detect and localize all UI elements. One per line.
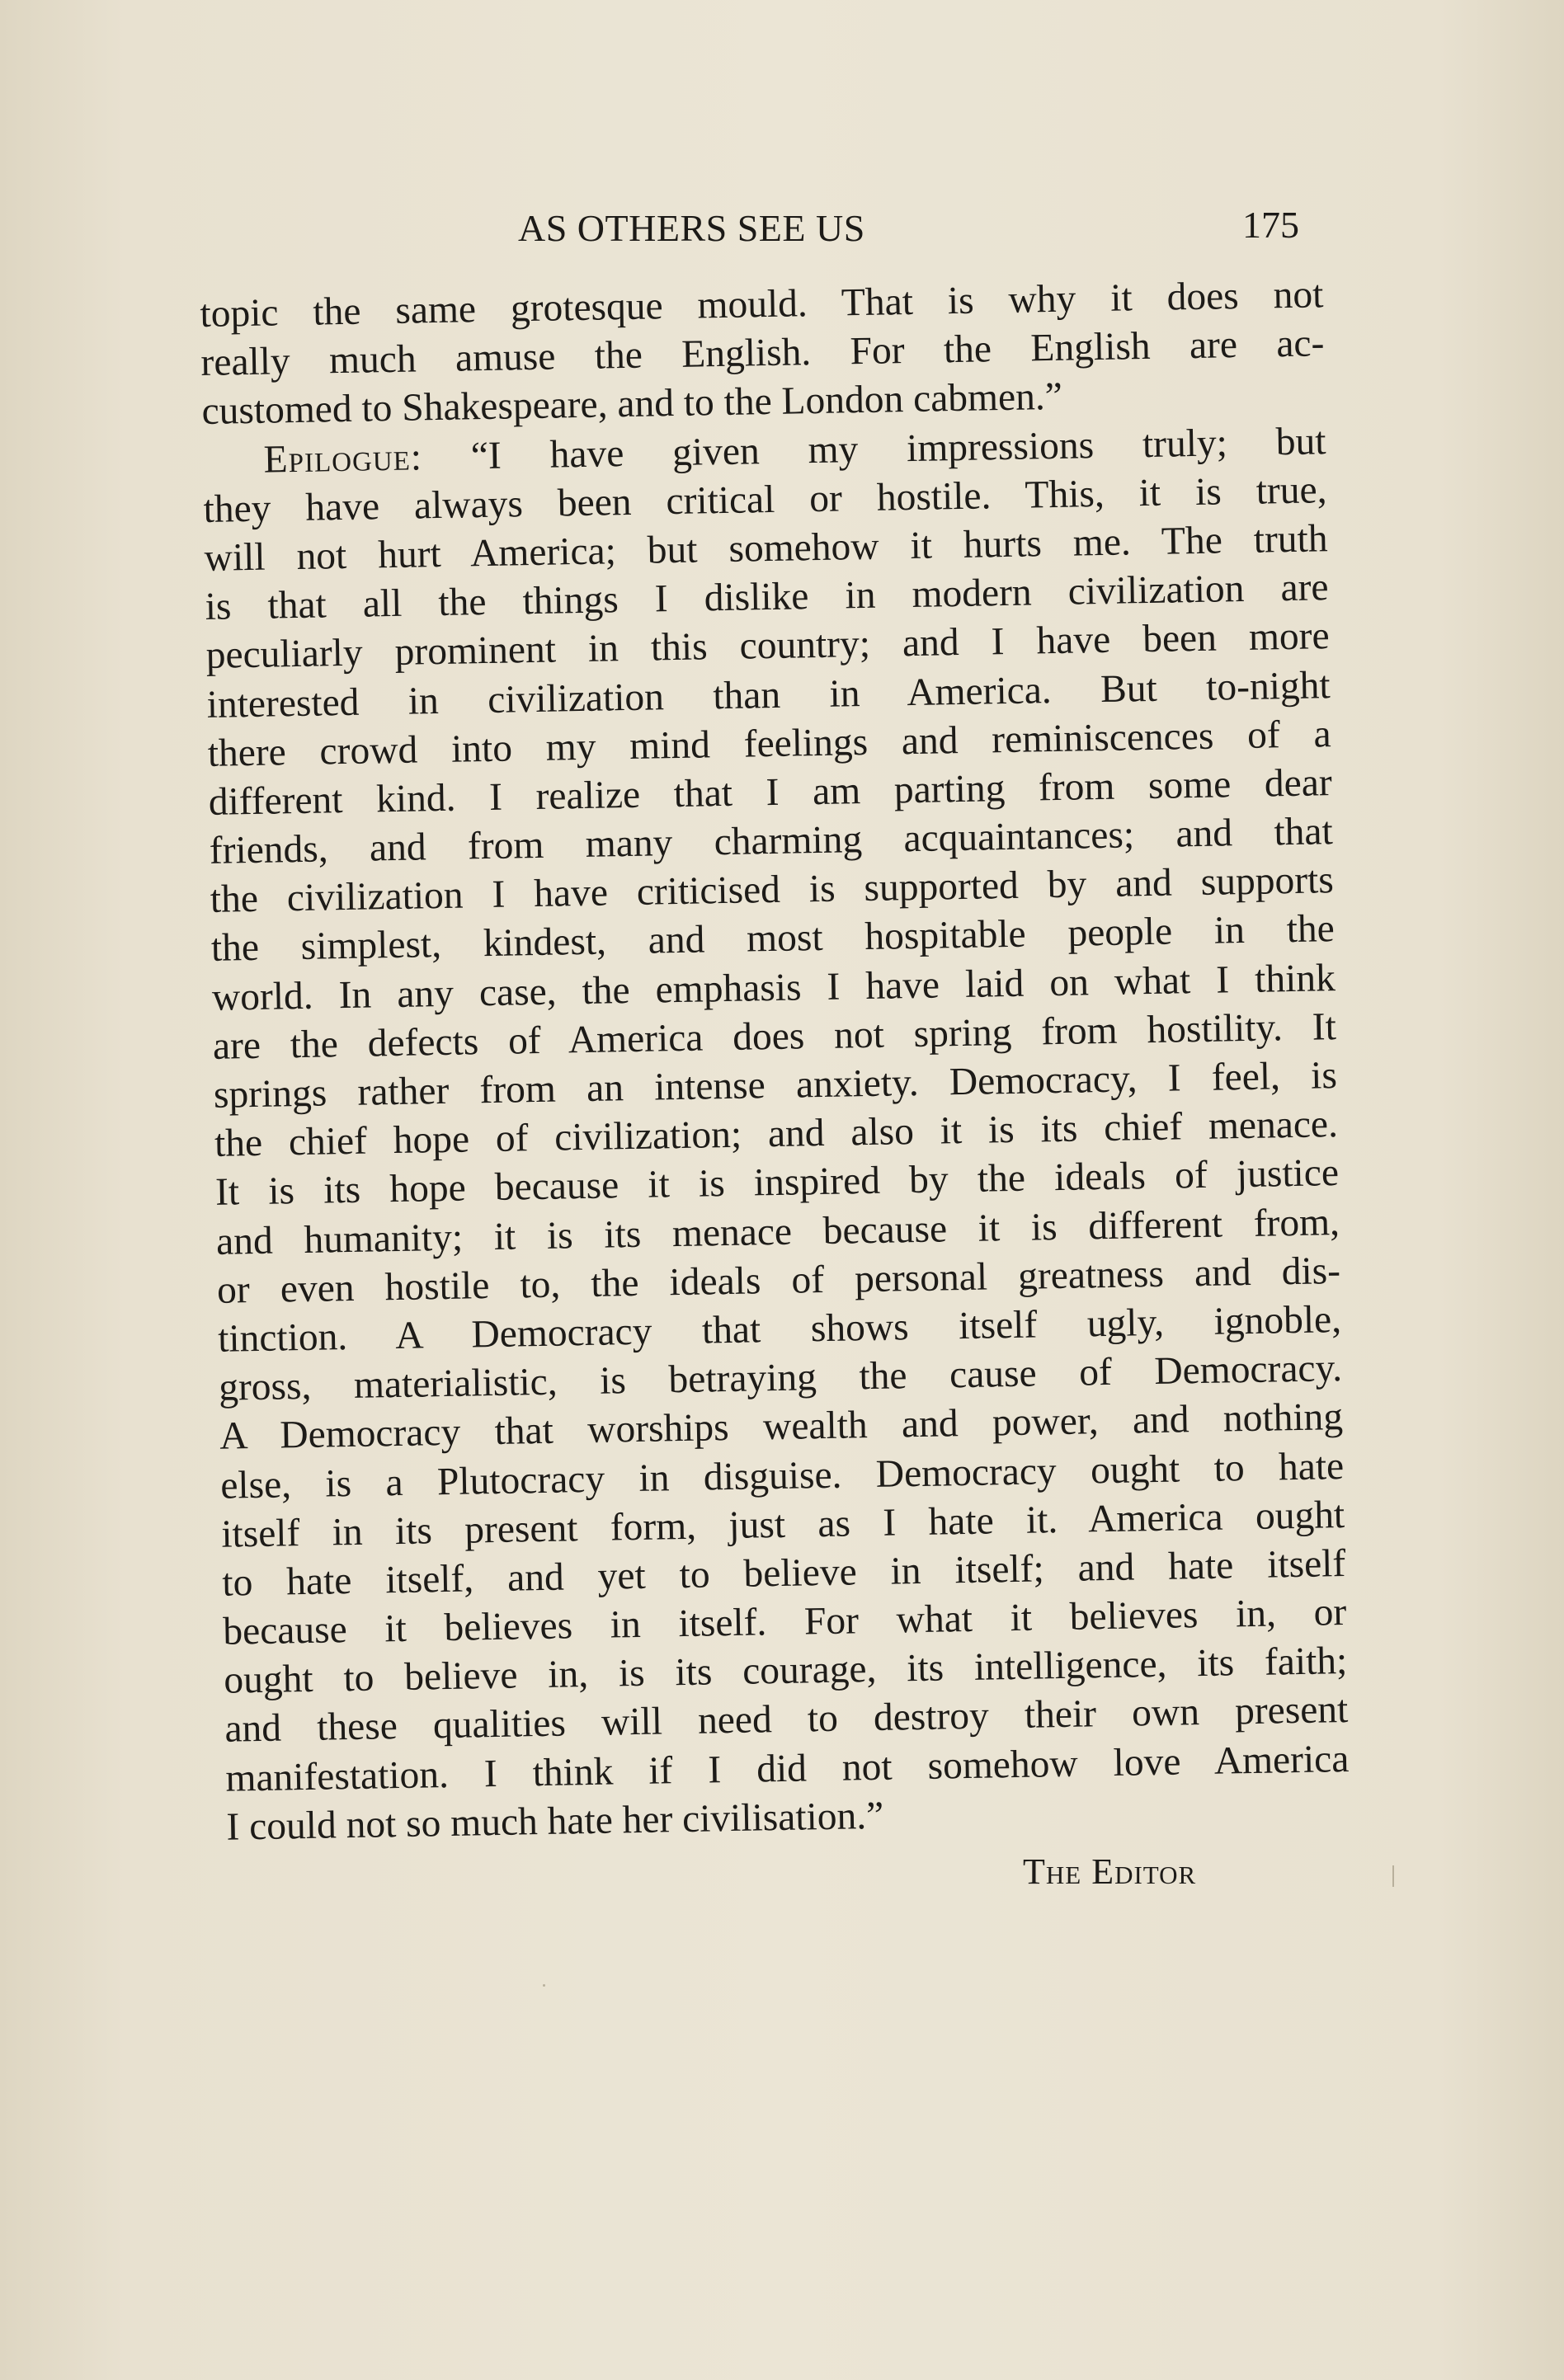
text-line: manifestation. I think if I did not somehow love America [225, 1737, 1350, 1800]
text-line-content: “I have given my impressions truly; but [470, 419, 1326, 477]
body-text [200, 270, 1350, 1851]
text-line: to hate itself, and yet to believe in itself; and hate itself [221, 1541, 1346, 1605]
text-line: peculiarly prominent in this country; and I have been more [205, 614, 1330, 678]
signature: The Editor [1023, 1851, 1197, 1892]
text-line: else, is a Plutocracy in disguise. Democracy ought to hate [219, 1444, 1345, 1507]
text-line: tinction. A Democracy that shows itself ugly, ignoble, [217, 1297, 1342, 1361]
text-line: world. In any case, the emphasis I have laid on what I think [211, 956, 1336, 1019]
text-line: or even hostile to, the ideals of personal greatness and dis- [216, 1249, 1341, 1312]
text-line: is that all the things I dislike in modern civilization are [205, 566, 1329, 629]
running-head: AS OTHERS SEE US [518, 207, 865, 249]
text-line: are the defects of America does not spring from hostility. It [212, 1004, 1337, 1068]
paper-speck [1392, 1865, 1394, 1887]
text-line: It is its hope because it is inspired by the ideals of justice [214, 1151, 1340, 1215]
text-line: because it believes in itself. For what it believes in, or [222, 1591, 1347, 1653]
text-line: springs rather from an intense anxiety. Democracy, I feel, is [213, 1054, 1338, 1117]
epilogue-label: Epilogue: [263, 435, 423, 482]
text-line: interested in civilization than in America. But to-night [206, 663, 1331, 727]
text-line: and these qualities will need to destroy their own present [224, 1688, 1349, 1752]
text-line: and humanity; it is its menace because it is different from, [215, 1200, 1340, 1263]
text-line: topic the same grotesque mould. That is why it does not [200, 273, 1324, 336]
page-number: 175 [1242, 204, 1299, 246]
text-line: itself in its present form, just as I hate it. America ought [220, 1493, 1345, 1556]
text-line: will not hurt America; but somehow it hurts me. The truth [204, 517, 1328, 580]
text-line: different kind. I realize that I am parting from some dear [208, 761, 1333, 824]
text-line: the civilization I have criticised is supported by and supports [210, 858, 1335, 922]
text-line: customed to Shakespeare, and to the London cabmen.” [201, 375, 1063, 434]
text-line: ought to believe in, is its courage, its intelligence, its faith; [223, 1639, 1348, 1702]
text-line: there crowd into my mind feelings and reminiscences of a [207, 712, 1332, 775]
text-line: really much amuse the English. For the English are ac- [200, 322, 1325, 385]
text-line: friends, and from many charming acquaintances; and that [209, 810, 1334, 873]
paper-speck [543, 1984, 545, 1987]
text-line: they have always been critical or hostile. This, it is true, [203, 468, 1327, 531]
text-line: gross, materialistic, is betraying the cause of Democracy. [218, 1347, 1343, 1409]
text-line: the simplest, kindest, and most hospitable people in the [210, 907, 1336, 971]
text-line: A Democracy that worships wealth and power, and nothing [219, 1395, 1344, 1459]
text-line: the chief hope of civilization; and also it is its chief menace. [214, 1103, 1339, 1166]
text-line: I could not so much hate her civilisation.” [226, 1794, 884, 1849]
